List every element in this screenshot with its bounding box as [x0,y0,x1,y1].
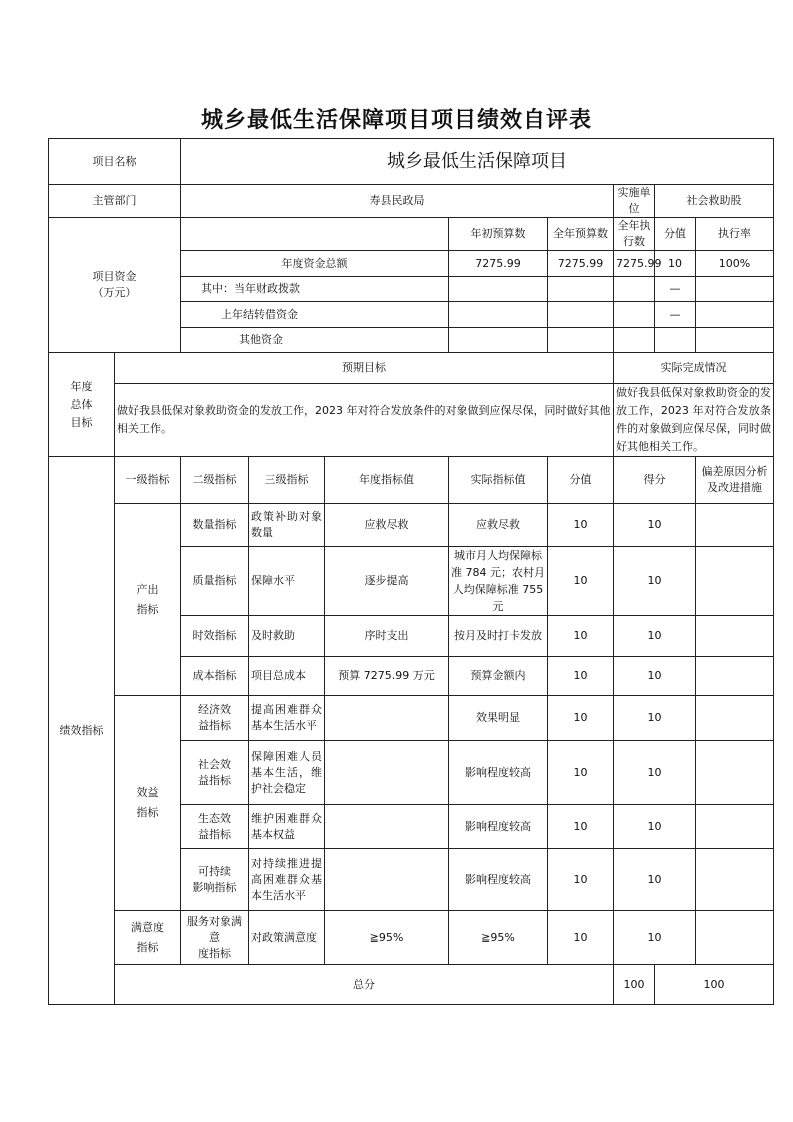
funds-header-initial: 年初预算数 [449,218,548,251]
l3-cell: 项目总成本 [249,657,325,696]
funds-cell [696,277,774,302]
funds-row-label: 其他资金 [181,328,449,353]
got-cell: 10 [614,547,696,616]
funds-header-blank [181,218,449,251]
score-cell: 10 [548,696,614,741]
funds-row-label: 上年结转借资金 [181,302,449,328]
funds-cell [696,302,774,328]
l2-cell: 时效指标 [181,616,249,657]
actual-cell: 应救尽救 [449,504,548,547]
l3-cell: 对持续推进提高困难群众基本生活水平 [249,849,325,911]
got-cell: 10 [614,657,696,696]
target-cell [325,849,449,911]
score-cell: 10 [548,805,614,849]
note-cell [696,616,774,657]
l2-cell: 经济效 益指标 [181,696,249,741]
target-cell: ≧95% [325,911,449,965]
goals-expected-text: 做好我县低保对象救助资金的发放工作，2023 年对符合发放条件的对象做到应保尽保，同时做好其他相关工作。 [115,384,614,457]
actual-cell: 影响程度较高 [449,849,548,911]
goals-actual-label: 实际完成情况 [614,353,774,384]
got-cell: 10 [614,805,696,849]
note-cell [696,657,774,696]
got-cell: 10 [614,849,696,911]
note-cell [696,805,774,849]
funds-cell [548,277,614,302]
target-cell [325,805,449,849]
target-cell [325,696,449,741]
actual-cell: 影响程度较高 [449,741,548,805]
evaluation-table [48,138,774,1005]
got-cell: 10 [614,741,696,805]
perf-header: 分值 [548,457,614,504]
l3-cell: 保障困难人员基本生活，维护社会稳定 [249,741,325,805]
total-label: 总分 [115,965,614,1005]
note-cell [696,911,774,965]
score-cell: 10 [548,616,614,657]
impl-unit-value: 社会救助股 [655,185,774,218]
funds-cell: 100% [696,251,774,277]
funds-row-label: 年度资金总额 [181,251,449,277]
perf-header: 得分 [614,457,696,504]
score-cell: 10 [548,849,614,911]
funds-cell [696,328,774,353]
actual-cell: 预算金额内 [449,657,548,696]
perf-header: 二级指标 [181,457,249,504]
funds-cell [614,302,655,328]
funds-cell: — [655,302,696,328]
funds-cell [449,302,548,328]
funds-cell: 7275.99 [548,251,614,277]
goals-label: 年度 总体 目标 [49,353,115,457]
group-label: 效益 指标 [115,696,181,911]
score-cell: 10 [548,504,614,547]
funds-row-label: 其中：当年财政拨款 [181,277,449,302]
got-cell: 10 [614,696,696,741]
page-title: 城乡最低生活保障项目项目绩效自评表 [200,108,592,133]
got-cell: 10 [614,616,696,657]
funds-cell: — [655,277,696,302]
got-cell: 10 [614,504,696,547]
perf-header: 年度指标值 [325,457,449,504]
funds-cell [614,277,655,302]
actual-cell: 城市月人均保障标准 784 元；农村月人均保障标准 755 元 [449,547,548,616]
l2-cell: 质量指标 [181,547,249,616]
impl-unit-label: 实施单位 [614,185,655,218]
perf-label: 绩效指标 [49,457,115,1005]
l2-cell: 可持续 影响指标 [181,849,249,911]
funds-header-rate: 执行率 [696,218,774,251]
goals-actual-text: 做好我县低保对象救助资金的发放工作，2023 年对符合发放条件的对象做到应保尽保，同时做好其他相关工作。 [614,384,774,457]
project-name-label: 项目名称 [49,139,181,185]
actual-cell: 影响程度较高 [449,805,548,849]
score-cell: 10 [548,911,614,965]
funds-cell [548,328,614,353]
l2-cell: 成本指标 [181,657,249,696]
target-cell: 序时支出 [325,616,449,657]
funds-header-score: 分值 [655,218,696,251]
perf-header: 三级指标 [249,457,325,504]
project-name-value: 城乡最低生活保障项目 [181,139,774,185]
perf-header: 一级指标 [115,457,181,504]
funds-cell [655,328,696,353]
actual-cell: 按月及时打卡发放 [449,616,548,657]
got-cell: 10 [614,911,696,965]
score-cell: 10 [548,657,614,696]
funds-cell: 7275.99 [614,251,655,277]
note-cell [696,547,774,616]
funds-cell: 7275.99 [449,251,548,277]
group-label: 满意度 指标 [115,911,181,965]
group-label: 产出 指标 [115,504,181,696]
funds-cell [449,277,548,302]
actual-cell: ≧95% [449,911,548,965]
dept-value: 寿县民政局 [181,185,614,218]
l3-cell: 提高困难群众基本生活水平 [249,696,325,741]
funds-cell: 10 [655,251,696,277]
score-cell: 10 [548,547,614,616]
funds-label: 项目资金 （万元） [49,218,181,353]
goals-expected-label: 预期目标 [115,353,614,384]
perf-header: 偏差原因分析 及改进措施 [696,457,774,504]
funds-cell [449,328,548,353]
funds-header-executed: 全年执行数 [614,218,655,251]
l3-cell: 维护困难群众基本权益 [249,805,325,849]
target-cell [325,741,449,805]
l3-cell: 对政策满意度 [249,911,325,965]
l2-cell: 数量指标 [181,504,249,547]
l3-cell: 政策补助对象数量 [249,504,325,547]
funds-header-annual: 全年预算数 [548,218,614,251]
perf-header: 实际指标值 [449,457,548,504]
target-cell: 逐步提高 [325,547,449,616]
l3-cell: 保障水平 [249,547,325,616]
actual-cell: 效果明显 [449,696,548,741]
l2-cell: 社会效 益指标 [181,741,249,805]
note-cell [696,849,774,911]
target-cell: 预算 7275.99 万元 [325,657,449,696]
note-cell [696,696,774,741]
l3-cell: 及时救助 [249,616,325,657]
l2-cell: 生态效 益指标 [181,805,249,849]
funds-cell [614,328,655,353]
l2-cell: 服务对象满意 度指标 [181,911,249,965]
note-cell [696,504,774,547]
total-got: 100 [655,965,774,1005]
dept-label: 主管部门 [49,185,181,218]
note-cell [696,741,774,805]
target-cell: 应救尽救 [325,504,449,547]
total-score: 100 [614,965,655,1005]
score-cell: 10 [548,741,614,805]
funds-cell [548,302,614,328]
